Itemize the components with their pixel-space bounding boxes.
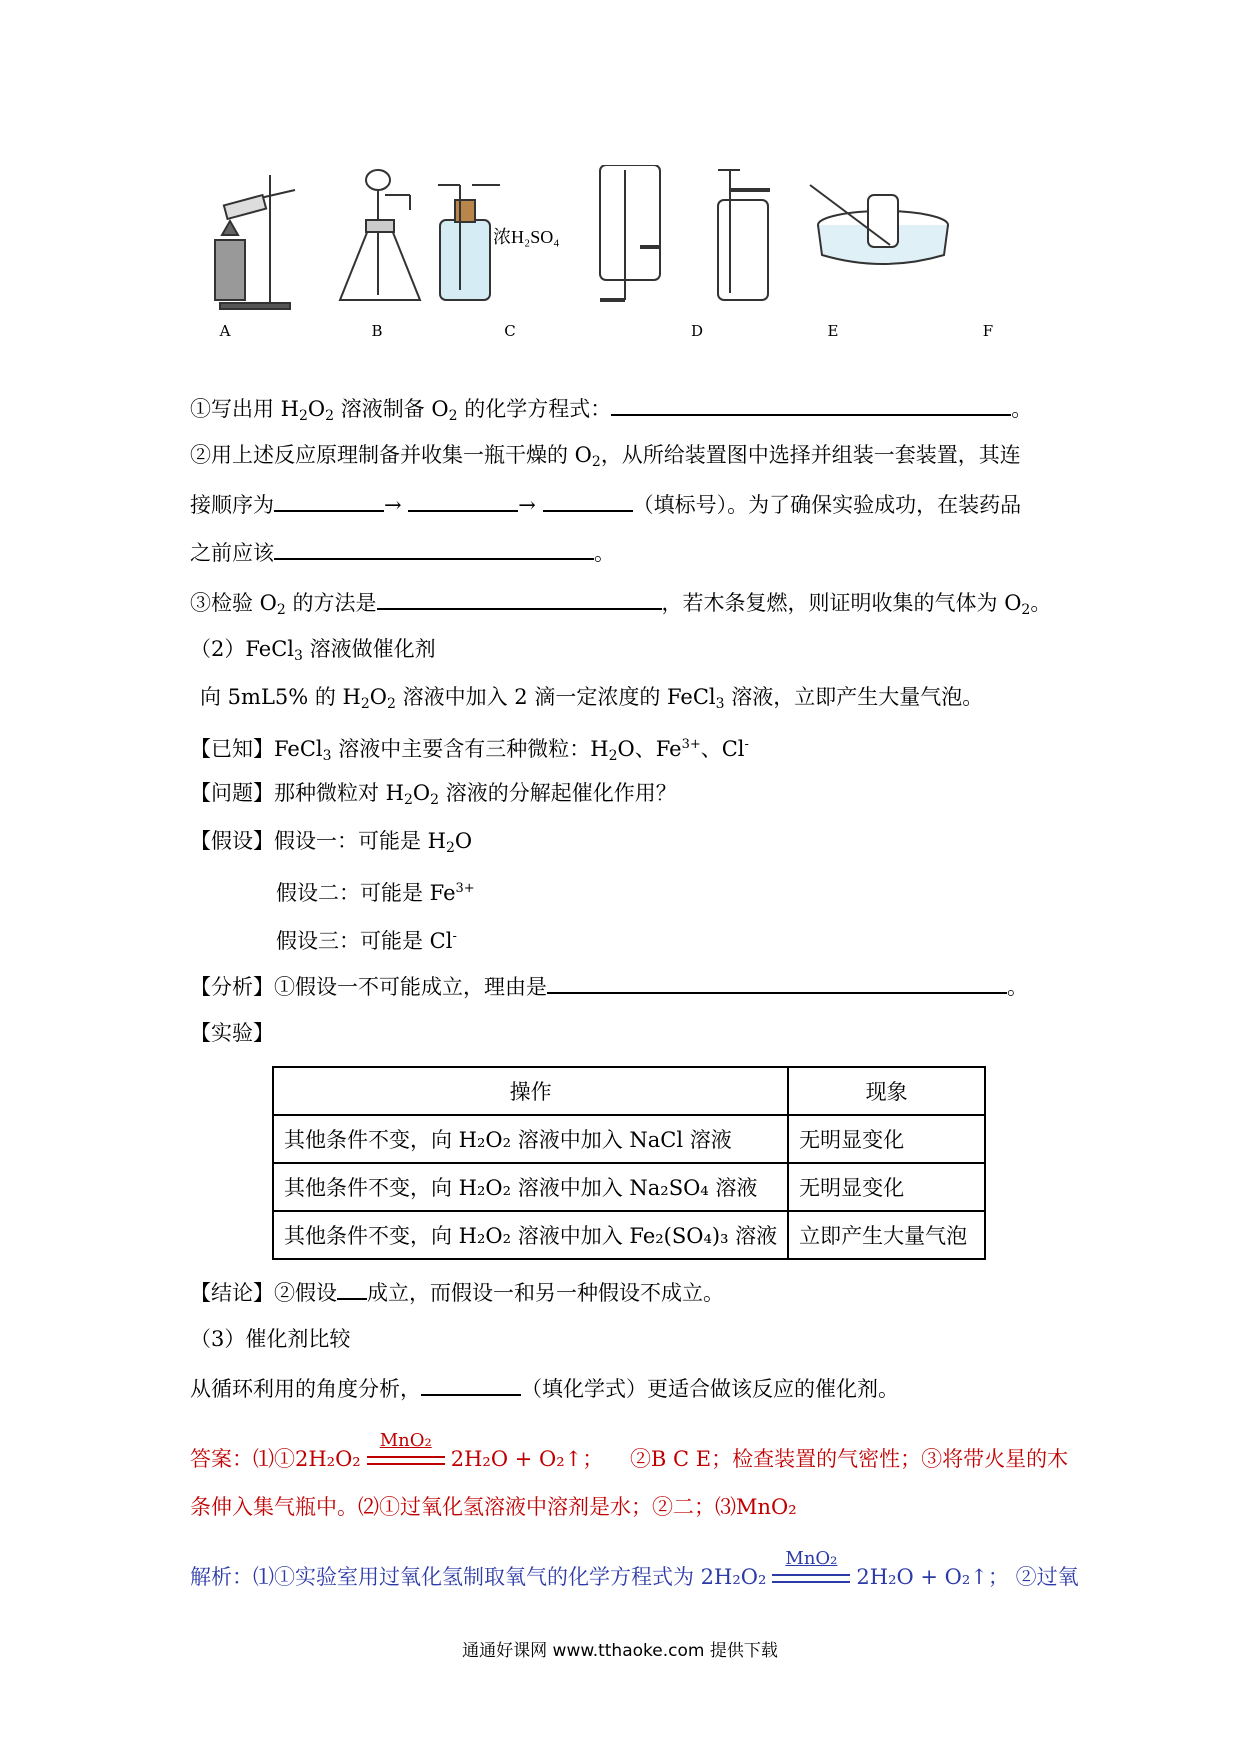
apparatus-e-icon	[718, 170, 770, 300]
answer-line-2: 条伸入集气瓶中。⑵①过氧化氢溶液中溶剂是水；②二；⑶MnO₂	[190, 1495, 797, 1519]
apparatus-f-icon	[810, 185, 948, 264]
apparatus-b-icon	[340, 170, 420, 300]
figure-label-a: A	[219, 322, 231, 340]
q2-analysis: 【分析】①假设一不可能成立，理由是 。	[190, 970, 1028, 1002]
figure-label-b: B	[371, 322, 383, 340]
experiment-table	[272, 1066, 986, 1260]
q1-item2-line2: 接顺序为 → → （填标号）。为了确保实验成功，在装药品	[190, 488, 1021, 520]
analysis-line-1: 解析：⑴①实验室用过氧化氢制取氧气的化学方程式为 2H₂O₂ MnO₂ 2H₂O + O₂↑； ②过氧	[190, 1562, 1079, 1594]
table-cell-phenomenon: 无明显变化	[788, 1115, 985, 1163]
table-header-row	[273, 1067, 985, 1115]
q1-item2-line1: ②用上述反应原理制备并收集一瓶干燥的 $O_2$，从所给装置图中选择并组装一套装置，其连	[190, 443, 1021, 470]
answer-blank[interactable]	[274, 536, 594, 560]
table-cell-operation: 其他条件不变，向 H₂O₂ 溶液中加入 Na₂SO₄ 溶液	[273, 1163, 788, 1211]
q1-item3: ③检验 $O_2$ 的方法是 ，若木条复燃，则证明收集的气体为 $O_2$。	[190, 586, 1051, 625]
page-footer: 通通好课网 www.tthaoke.com 提供下载	[462, 1641, 778, 1661]
q3-text: 从循环利用的角度分析， （填化学式）更适合做该反应的催化剂。	[190, 1372, 899, 1404]
table-cell-operation: 其他条件不变，向 H₂O₂ 溶液中加入 Fe₂(SO₄)₃ 溶液	[273, 1211, 788, 1259]
q2-hypothesis-1: 【假设】假设一：可能是 $H_2O$	[190, 829, 473, 856]
answer-blank[interactable]	[377, 586, 662, 610]
apparatus-a-icon	[215, 175, 295, 309]
answer-blank[interactable]	[408, 488, 518, 512]
q1-item2-line3: 之前应该 。	[190, 536, 615, 568]
q2-conclusion: 【结论】②假设 成立，而假设一和另一种假设不成立。	[190, 1276, 724, 1308]
figure-label-f: F	[982, 322, 994, 340]
table-header-phenomenon: 现象	[788, 1067, 985, 1115]
apparatus-figure	[200, 165, 1060, 315]
table-cell-phenomenon: 无明显变化	[788, 1163, 985, 1211]
answer-blank[interactable]	[611, 392, 1011, 416]
q2-hypothesis-2: 假设二：可能是 $Fe^{3+}$	[276, 881, 475, 905]
table-row	[273, 1115, 985, 1163]
apparatus-d-icon	[600, 165, 660, 300]
q2-experiment-label: 【实验】	[190, 1021, 274, 1045]
figure-label-e: E	[827, 322, 839, 340]
q2-intro: 向 5mL5% 的 $H_2O_2$ 溶液中加入 2 滴一定浓度的 FeCl$_3$ 溶液，立即产生大量气泡。	[200, 685, 984, 712]
q2-title: （2）FeCl$_3$ 溶液做催化剂	[190, 637, 436, 664]
figure-label-d: D	[690, 322, 704, 340]
answer-blank[interactable]	[274, 488, 384, 512]
q2-known: 【已知】FeCl$_3$ 溶液中主要含有三种微粒：$H_2O$、$Fe^{3+}$、Cl-	[190, 737, 749, 764]
q2-hypothesis-3: 假设三：可能是 Cl-	[276, 929, 457, 953]
q3-title: （3）催化剂比较	[190, 1327, 351, 1351]
answer-blank[interactable]	[547, 970, 1007, 994]
catalyst-condition: MnO₂	[367, 1446, 445, 1476]
apparatus-c-icon	[438, 185, 500, 300]
answer-blank[interactable]	[337, 1276, 367, 1300]
table-row	[273, 1211, 985, 1259]
table-cell-operation: 其他条件不变，向 H₂O₂ 溶液中加入 NaCl 溶液	[273, 1115, 788, 1163]
q2-question: 【问题】那种微粒对 $H_2O_2$ 溶液的分解起催化作用？	[190, 781, 677, 808]
answer-blank[interactable]	[543, 488, 633, 512]
figure-label-c: C	[504, 322, 516, 340]
table-cell-phenomenon: 立即产生大量气泡	[788, 1211, 985, 1259]
answer-line-1: 答案：⑴①2H₂O₂ MnO₂ 2H₂O + O₂↑； ②B C E；检查装置的气密性；③将带火星的木	[190, 1444, 1068, 1476]
table-row	[273, 1163, 985, 1211]
answer-blank[interactable]	[421, 1372, 521, 1396]
apparatus-c-label: 浓H₂SO₄	[493, 227, 560, 247]
table-header-operation: 操作	[273, 1067, 788, 1115]
catalyst-condition: MnO₂	[772, 1564, 850, 1594]
q1-item1: ①写出用 $H_2O_2$ 溶液制备 $O_2$ 的化学方程式： 。	[190, 392, 1032, 431]
